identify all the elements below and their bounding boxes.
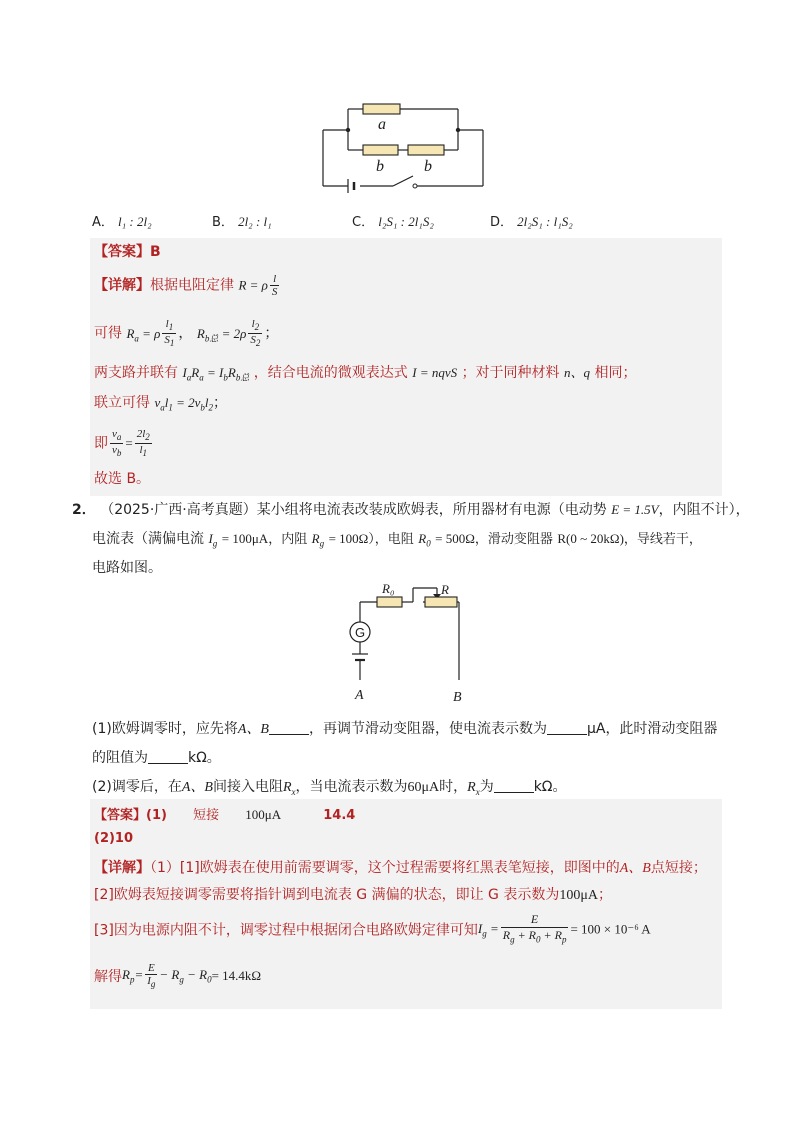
- resistor-b1: [363, 145, 398, 155]
- blank-2[interactable]: [547, 722, 587, 735]
- option-a[interactable]: [92, 211, 152, 230]
- line5-prefix: 即: [94, 435, 108, 452]
- sub1-c: μA，此时滑动变阻器: [586, 721, 718, 737]
- label-r: R: [441, 582, 449, 597]
- q2-line1-tail: ，内阻不计），: [658, 502, 750, 518]
- sub1-e: kΩ。: [188, 750, 221, 766]
- q2-d1: （1）[1]欧姆表在使用前需要调零，这个过程需要将红黑表笔短接，即图中的: [150, 860, 620, 876]
- label-b1: b: [376, 158, 384, 175]
- line4: 联立可得: [94, 395, 150, 411]
- option-c[interactable]: [352, 211, 434, 230]
- resistor-a: [363, 104, 400, 114]
- q2-detail-line3: [3]因为电源内阻不计，调零过程中根据闭合电路欧姆定律可知$I_g$ = $\frac{E}{R_g + R_0 + R_p}$ = 100 × 10⁻⁶ A: [94, 912, 651, 945]
- sub1-ab: A、B: [237, 722, 269, 737]
- option-d-expr: 2l₂S₁ : l₁S₂: [517, 214, 573, 229]
- label-terminal-a: A: [355, 688, 364, 703]
- q2-ans1-c: 14.4: [323, 808, 356, 823]
- sub1-a: (1)欧姆调零时，应先将: [92, 721, 238, 737]
- q2-sub2: (2)调零后，在A、B间接入电阻$R_x$，当电流表示数为60μA时，$R_x$为 kΩ。: [92, 779, 567, 797]
- sub2-b: 间接入电阻: [212, 779, 283, 795]
- sub1-b: ，再调节滑动变阻器，使电流表示数为: [308, 721, 547, 737]
- label-b2: b: [424, 158, 432, 175]
- label-r0: R₀: [382, 581, 395, 596]
- line3-c: ；对于同种材料: [461, 365, 560, 381]
- detail-text: 根据电阻定律: [150, 277, 234, 294]
- circuit-diagram-1: [318, 96, 488, 196]
- q1-line3: 两支路并联有 $I_aR_a = I_bR_{b总}$ ，结合电流的微观表达式 I = nqvS ；对于同种材料 n、q 相同；: [94, 365, 637, 383]
- q1-line6: 故选 B。: [94, 471, 151, 487]
- option-b[interactable]: [212, 211, 272, 230]
- q2-answer-tag: 【答案】: [94, 808, 147, 823]
- q2-line1-text: （2025·广西·高考真题）某小组将电流表改装成欧姆表，所用器材有电源（电动势: [100, 502, 607, 518]
- q1-line4: 联立可得 $v_al_1 = 2v_bl_2$；: [94, 395, 228, 413]
- blank-4[interactable]: [494, 780, 534, 793]
- resistor-r0: [377, 597, 402, 607]
- q2-ans2: (2)10: [94, 831, 134, 846]
- line3-a: 两支路并联有: [94, 365, 178, 381]
- answer-tag: 【答案】: [94, 244, 150, 260]
- detail-tag: 【详解】: [94, 277, 150, 294]
- sub2-e: 为: [479, 779, 494, 795]
- q2-line2-a: 电流表（满偏电流: [92, 531, 204, 547]
- option-d-letter: D．: [490, 215, 514, 230]
- q2-ans1-b: 100μA: [245, 807, 282, 822]
- q1-answer-line: [94, 241, 161, 261]
- q2-d2: [2]欧姆表短接调零需要将指针调到电流表 G 满偏的状态，即让 G 表示数为: [94, 887, 560, 903]
- answer-value: B: [150, 244, 161, 260]
- q2-ans1-a: 短接: [193, 808, 220, 823]
- option-b-expr: 2l₂ : l₁: [238, 214, 272, 229]
- q2-sub1-line1: [92, 718, 717, 738]
- q2-d2-val: 100μA: [559, 888, 598, 903]
- sub2-f: kΩ。: [533, 779, 567, 795]
- q2-d3-result: = 100 × 10⁻⁶ A: [570, 921, 651, 937]
- q2-answer-line1: [94, 804, 355, 823]
- option-a-letter: A．: [92, 215, 114, 230]
- q2-ig: I: [208, 531, 213, 546]
- line2-prefix: 可得: [94, 325, 122, 342]
- q2-detail-line4: 解得$R_p=$ $\frac{E}{I_g}$ − $R_g - R_0= 14.4k\Omega$: [94, 962, 262, 990]
- blank-1[interactable]: [269, 722, 309, 735]
- q2-d1-tail: 点短接；: [650, 860, 707, 876]
- q2-line2-d: = 500Ω，滑动变阻器: [435, 531, 553, 546]
- q2-sub1-line2: [92, 747, 221, 767]
- option-d[interactable]: [490, 211, 573, 230]
- option-c-expr: l₂S₁ : 2l₁S₂: [378, 214, 434, 229]
- option-a-expr: l₁ : 2l₂: [118, 214, 152, 229]
- q2-number: 2．: [72, 502, 96, 518]
- q2-d4-result: = 14.4kΩ: [211, 968, 262, 984]
- label-a: a: [378, 116, 386, 133]
- option-c-letter: C．: [352, 215, 375, 230]
- circuit-diagram-2: [345, 580, 475, 705]
- q2-line2: 电流表（满偏电流 $I_g = 100\mu A$，内阻 $R_g = 100\Omega$），电阻 $R_0 = 500\Omega$，滑动变阻器 R(0 ~ 20kΩ)，导线若干，: [92, 531, 702, 549]
- resistor-b2: [408, 145, 444, 155]
- sub1-d: 的阻值为: [92, 750, 148, 766]
- option-b-letter: B．: [212, 215, 234, 230]
- q2-detail-tag: 【详解】: [94, 860, 150, 876]
- sub2-a: (2)调零后，在: [92, 779, 182, 795]
- sub2-val: 60μA: [407, 780, 440, 795]
- q1-line5: 即 $\frac{v_a}{v_b}$ = $\frac{2l_2}{l_1}$: [94, 428, 150, 459]
- q1-detail-line: 【详解】根据电阻定律 R = ρ $\frac{l}{S}$: [94, 273, 278, 298]
- q2-detail-line1: [94, 857, 707, 877]
- sub2-c: ，当电流表示数为: [295, 779, 408, 795]
- q2-d1-ab: A、B: [619, 861, 651, 876]
- sub2-ab: A、B: [181, 780, 213, 795]
- line3-d: 相同；: [594, 365, 637, 381]
- q2-line1: [72, 499, 750, 519]
- q2-emf: E = 1.5V: [611, 502, 659, 517]
- q2-detail-line2: [94, 884, 612, 904]
- q2-d4-prefix: 解得: [94, 969, 122, 986]
- q1-line2: 可得 $R_a = \rho$ $\frac{l_1}{S_1}$ ， $R_{b总} = 2\rho$ $\frac{l_2}{S_2}$ ；: [94, 318, 279, 349]
- q2-ans1-label: (1): [146, 808, 167, 823]
- q2-line2-e: R(0 ~ 20kΩ)，导线若干，: [557, 531, 702, 546]
- q2-line2-b: = 100μA，内阻: [221, 531, 308, 546]
- line3-b: ，结合电流的微观表达式: [253, 365, 408, 381]
- q2-line3: 电路如图。: [92, 560, 162, 576]
- rheostat-r: [425, 597, 457, 607]
- label-terminal-b: B: [453, 690, 462, 705]
- q2-d2-tail: ；: [597, 887, 612, 903]
- sub2-d: 时，: [439, 779, 468, 795]
- q2-d3: [3]因为电源内阻不计，调零过程中根据闭合电路欧姆定律可知: [94, 922, 478, 939]
- blank-3[interactable]: [148, 751, 188, 764]
- q2-line2-c: = 100Ω），电阻: [328, 531, 414, 546]
- label-g: G: [355, 625, 366, 640]
